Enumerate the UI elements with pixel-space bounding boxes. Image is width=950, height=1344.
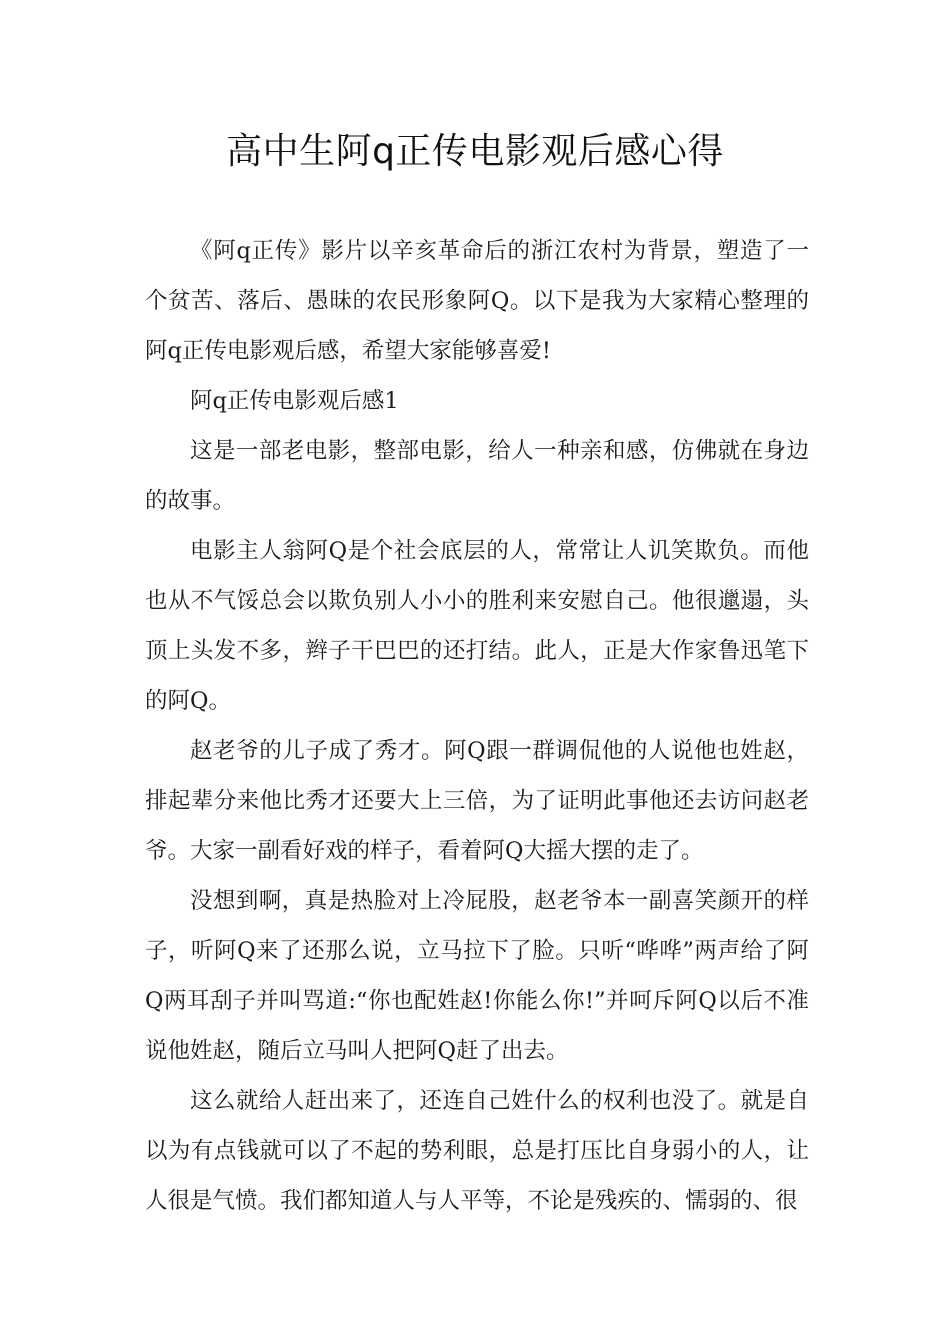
body-paragraph: 这么就给人赶出来了，还连自己姓什么的权利也没了。就是自以为有点钱就可以了不起的势利眼，总是打压比自身弱小的人，让人很是气愤。我们都知道人与人平等，不论是残疾的、懦弱的、很 bbox=[145, 1088, 809, 1214]
body-paragraph: 电影主人翁阿Q是个社会底层的人，常常让人讥笑欺负。而他也从不气馁总会以欺负别人小小的胜利来安慰自己。他很邋遢，头顶上头发不多，辫子干巴巴的还打结。此人，正是大作家鲁迅笔下的阿Q。 bbox=[145, 538, 809, 714]
body-paragraph: 赵老爷的儿子成了秀才。阿Q跟一群调侃他的人说他也姓赵，排起辈分来他比秀才还要大上三倍，为了证明此事他还去访问赵老爷。大家一副看好戏的样子，看着阿Q大摇大摆的走了。 bbox=[145, 738, 809, 864]
section-heading: 阿q正传电影观后感1 bbox=[190, 388, 399, 414]
body-paragraph: 没想到啊，真是热脸对上冷屁股，赵老爷本一副喜笑颜开的样子，听阿Q来了还那么说，立马拉下了脸。只听“哗哗”两声给了阿Q两耳刮子并叫骂道:“你也配姓赵!你能么你!”并呵斥阿Q以后不准说他姓赵，随后立马叫人把阿Q赶了出去。 bbox=[145, 888, 809, 1064]
intro-paragraph: 《阿q正传》影片以辛亥革命后的浙江农村为背景，塑造了一个贫苦、落后、愚昧的农民形象阿Q。以下是我为大家精心整理的阿q正传电影观后感，希望大家能够喜爱! bbox=[145, 238, 809, 364]
document-body bbox=[145, 226, 809, 1226]
body-paragraph: 这是一部老电影，整部电影，给人一种亲和感，仿佛就在身边的故事。 bbox=[145, 438, 809, 514]
document-title: 高中生阿q正传电影观后感心得 bbox=[226, 131, 724, 172]
